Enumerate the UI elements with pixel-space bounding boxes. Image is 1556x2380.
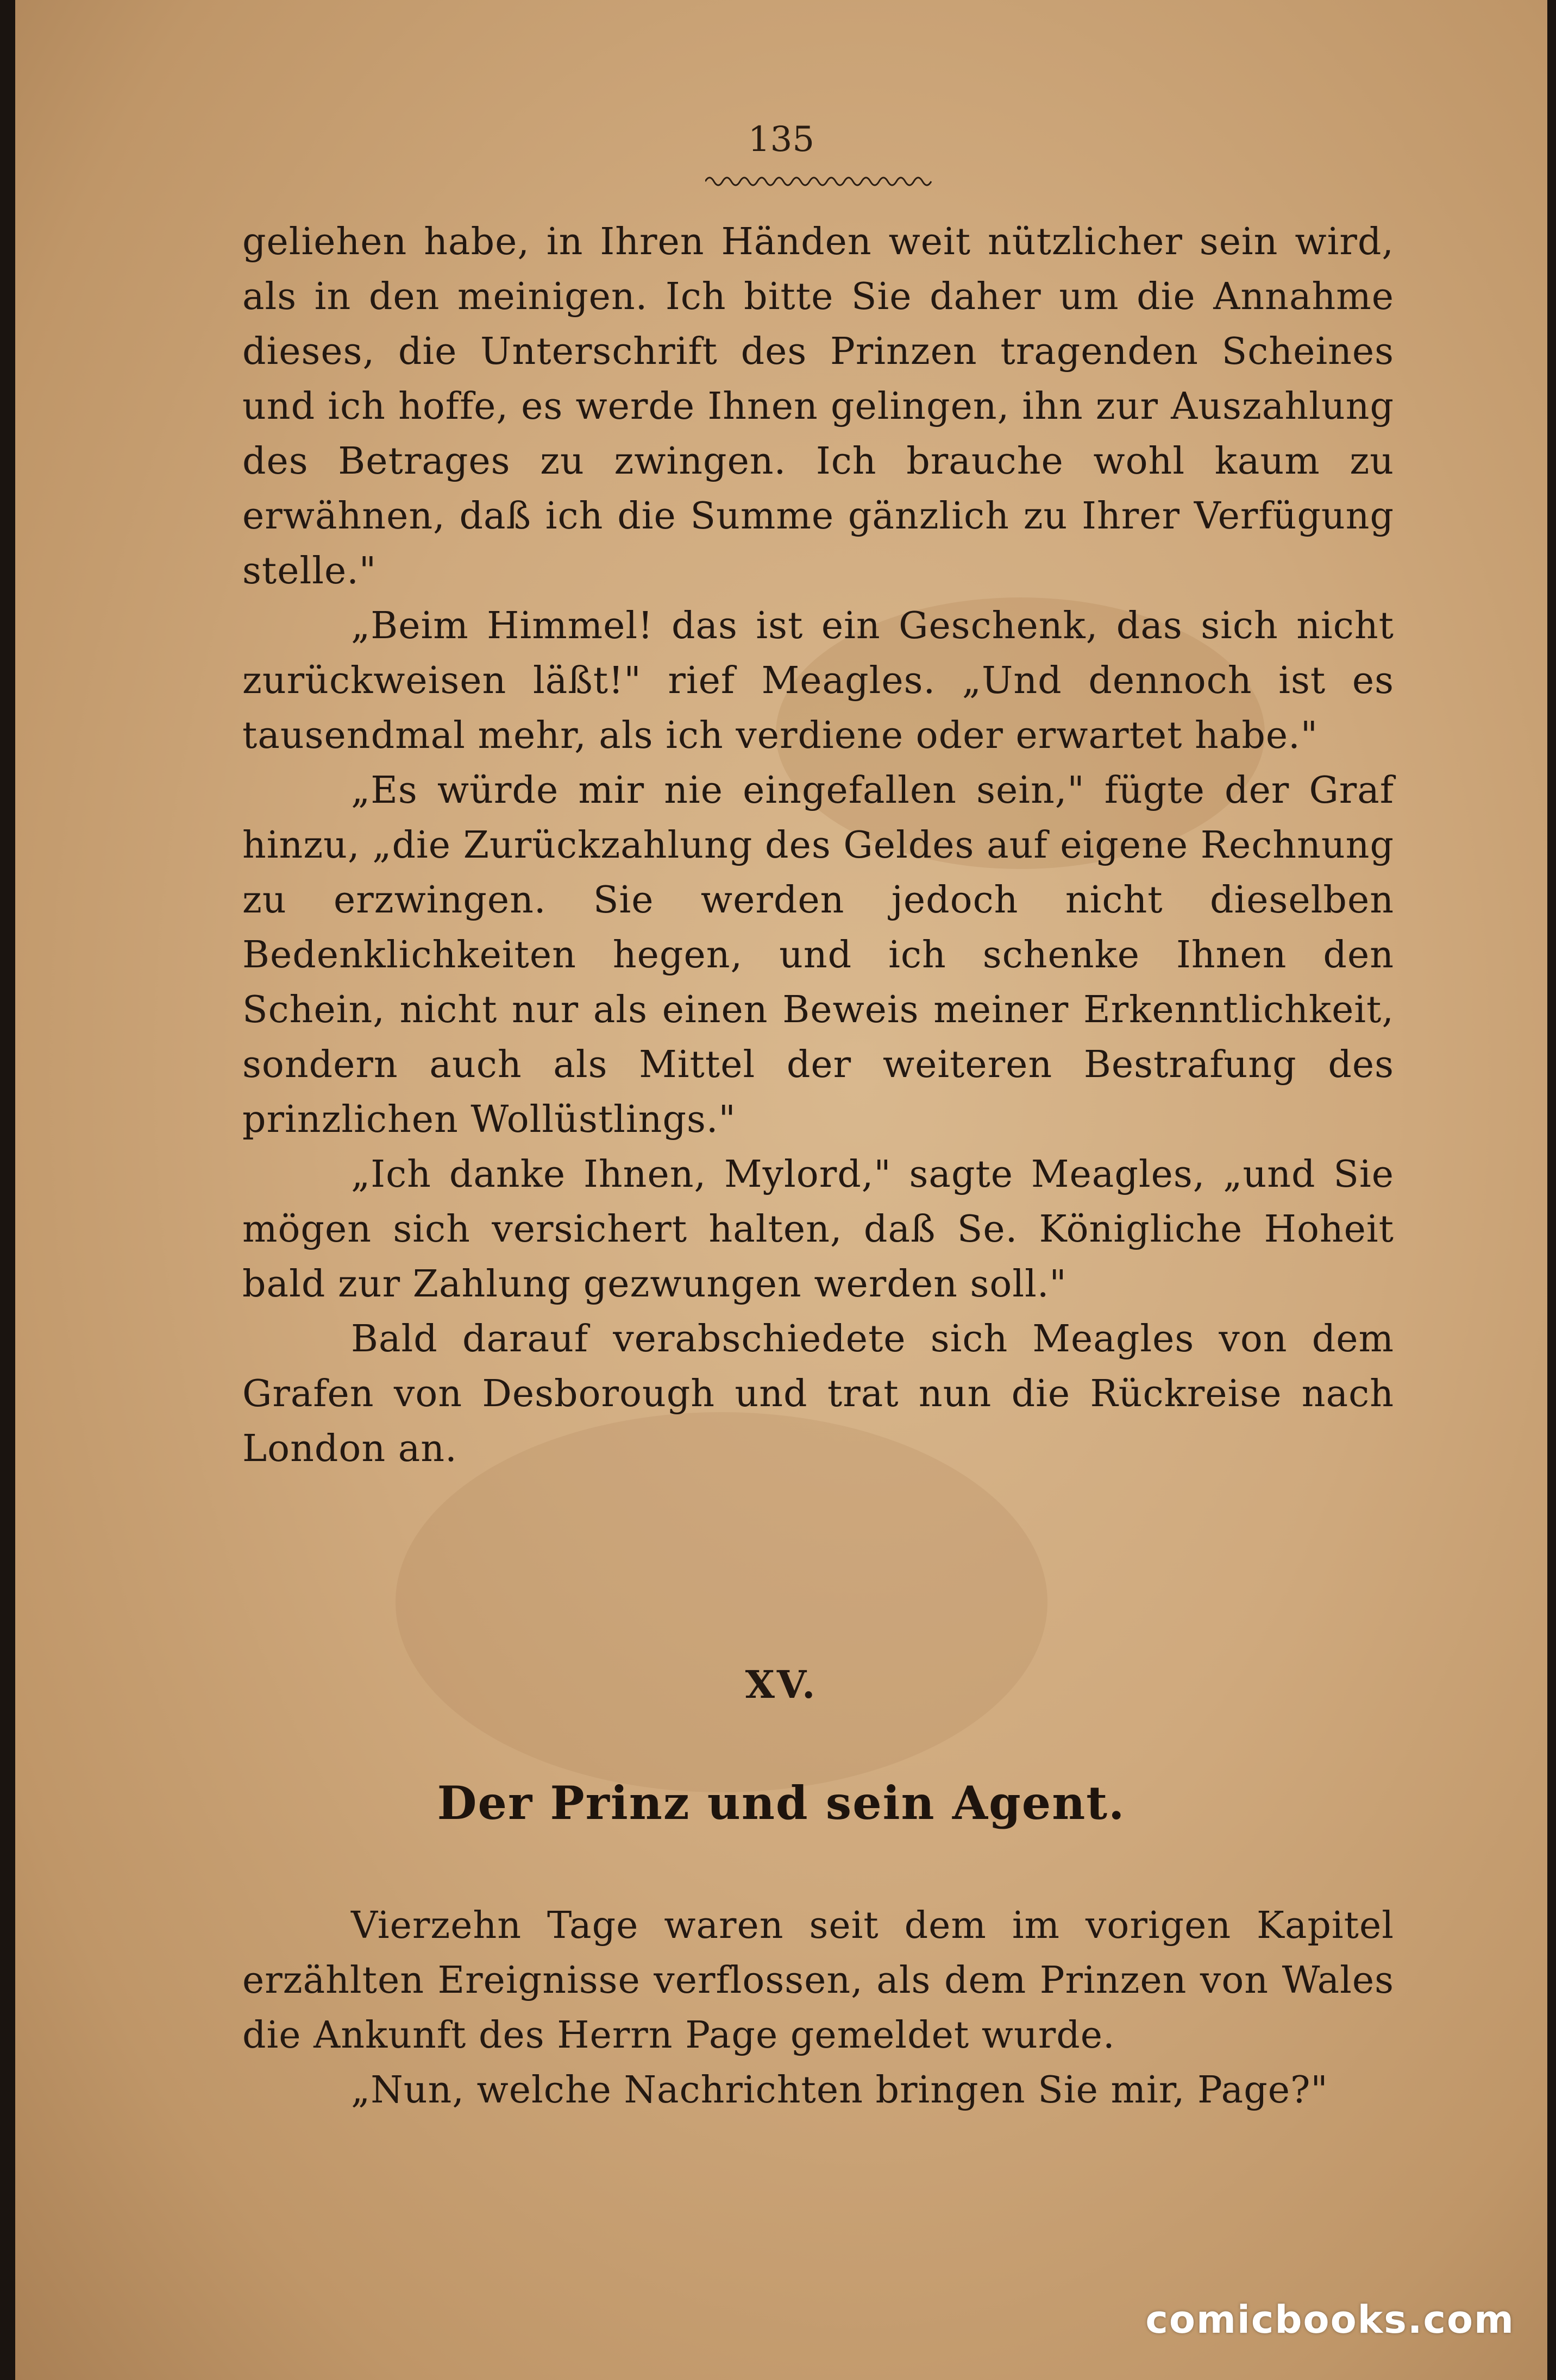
book-page xyxy=(15,0,1547,2380)
body-text xyxy=(242,215,1394,1476)
page-number: 135 xyxy=(748,119,815,160)
chapter-number: XV. xyxy=(745,1662,818,1707)
paragraph: geliehen habe, in Ihren Händen weit nützlicher sein wird, als in den meinigen. Ich bitte Sie daher um die Annahme dieses, die Unterschrift des Prinzen tragenden Scheines und ich hoffe, es werde Ihnen gelingen, ihn zur Auszahlung des Betrages zu zwingen. Ich brauche wohl kaum zu erwähnen, daß ich die Summe gänzlich zu Ihrer Verfügung stelle." xyxy=(242,221,1394,593)
wavy-rule-ornament xyxy=(705,169,933,191)
chapter-title: Der Prinz und sein Agent. xyxy=(437,1776,1126,1830)
paragraph: „Ich danke Ihnen, Mylord," sagte Meagles, „und Sie mögen sich versichert halten, daß Se. Königliche Hoheit bald zur Zahlung gezwungen werden soll." xyxy=(242,1153,1394,1306)
paragraph: „Beim Himmel! das ist ein Geschenk, das sich nicht zurückweisen läßt!" rief Meagles. „Und dennoch ist es tausendmal mehr, als ich verdiene oder erwartet habe." xyxy=(242,605,1394,757)
paragraph: „Nun, welche Nachrichten bringen Sie mir, Page?" xyxy=(351,2069,1328,2112)
paragraph: Bald darauf verabschiedete sich Meagles von dem Grafen von Desborough und trat nun die Rückreise nach London an. xyxy=(242,1318,1394,1470)
paragraph: „Es würde mir nie eingefallen sein," fügte der Graf hinzu, „die Zurückzahlung des Geldes auf eigene Rechnung zu erzwingen. Sie werden jedoch nicht dieselben Bedenklichkeiten hegen, und ich schenke Ihnen den Schein, nicht nur als einen Beweis meiner Erkenntlichkeit, sondern auch als Mittel der weiteren Bestrafung des prinzlichen Wollüstlings." xyxy=(242,769,1394,1141)
watermark: comicbooks.com xyxy=(1145,2297,1515,2342)
chapter-body-text xyxy=(242,1898,1394,2118)
paragraph: Vierzehn Tage waren seit dem im vorigen Kapitel erzählten Ereignisse verflossen, als dem Prinzen von Wales die Ankunft des Herrn Page gemeldet wurde. xyxy=(242,1904,1394,2057)
